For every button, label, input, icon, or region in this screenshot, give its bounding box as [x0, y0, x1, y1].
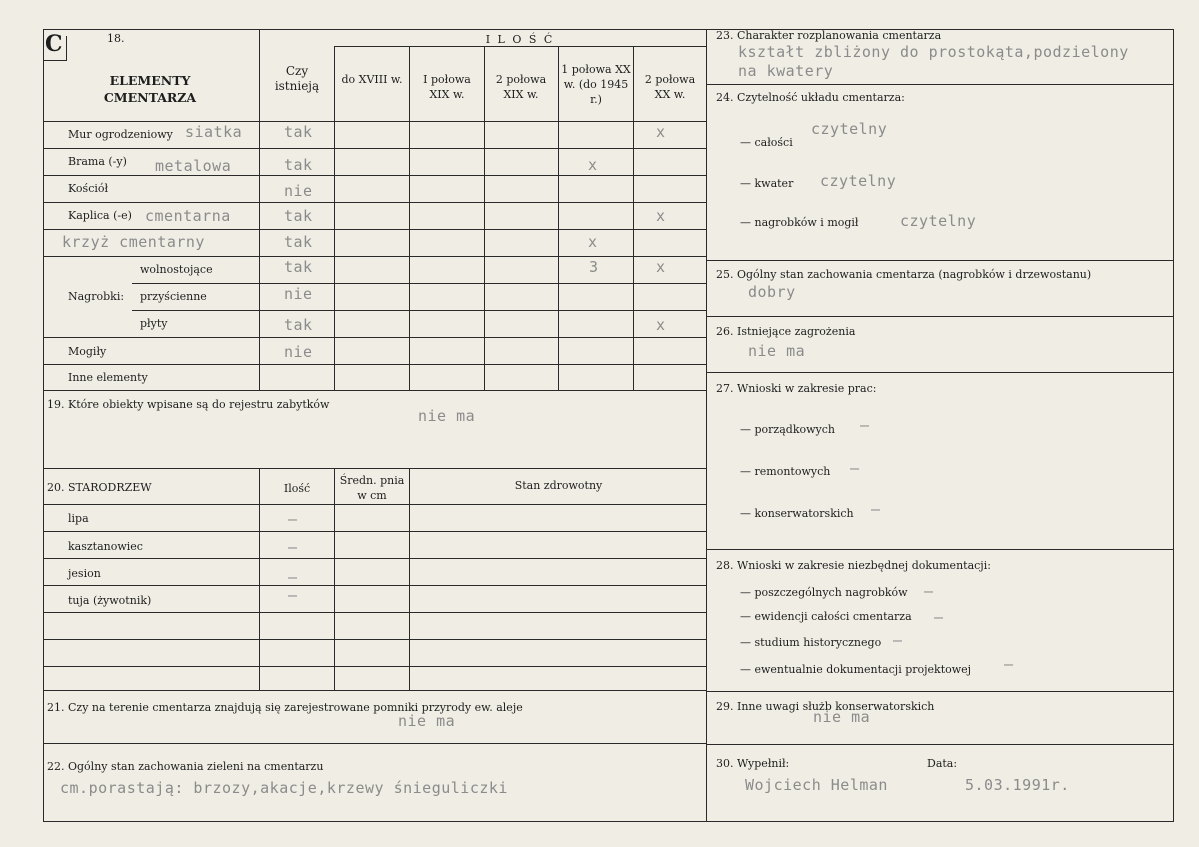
s28-dash: – [924, 582, 934, 600]
s23-value-line2: na kwatery [738, 62, 834, 80]
s28-dash: – [934, 608, 944, 626]
rule [43, 364, 706, 365]
s28-item: — studium historycznego [740, 636, 882, 649]
rule [43, 60, 67, 61]
wall-label: Mur ogrodzeniowy [68, 128, 173, 141]
period-header: do XVIII w. [341, 73, 403, 86]
period-header: 1 połowa XX w. (do 1945 r.) [561, 63, 631, 106]
rule [43, 390, 706, 391]
s28-item: — ewidencji całości cmentarza [740, 610, 912, 623]
s27-repair-label: — remontowych [740, 465, 831, 478]
s27-label: 27. Wnioski w zakresie prac: [716, 382, 877, 395]
s30-date: 5.03.1991r. [965, 776, 1070, 794]
rule [706, 316, 1173, 317]
rule [43, 558, 706, 559]
exists-header: Czy istnieją [274, 64, 320, 93]
s22-value: cm.porastają: brzozy,akacje,krzewy śnieguliczki [60, 779, 508, 797]
s20-label: 20. STARODRZEW [47, 481, 152, 494]
slab-exists: tak [284, 316, 313, 334]
tree-qty: – [288, 538, 298, 556]
chapel-mark: x [656, 207, 666, 225]
cross-exists: tak [284, 233, 313, 251]
rule [1173, 29, 1174, 822]
rule [633, 46, 634, 390]
rule [706, 549, 1173, 550]
section-18-number: 18. [107, 32, 125, 45]
rule [66, 36, 67, 60]
gate-value: metalowa [155, 157, 232, 175]
s24-label: 24. Czytelność układu cmentarza: [716, 91, 905, 104]
rule [43, 821, 1173, 822]
period-header: 2 połowa XIX w. [495, 73, 547, 101]
s22-label: 22. Ogólny stan zachowania zieleni na cmentarzu [47, 760, 324, 773]
s27-order-dash: – [860, 416, 870, 434]
gate-label: Brama (-y) [68, 155, 127, 168]
tomb-group-label: Nagrobki: [68, 290, 125, 303]
graves-exists: nie [284, 343, 313, 361]
rule [43, 504, 706, 505]
s30-label: 30. Wypełnił: [716, 757, 790, 770]
rule [43, 585, 706, 586]
s30-date-label: Data: [927, 757, 958, 770]
tree-name: tuja (żywotnik) [68, 594, 152, 607]
wall-tomb-exists: nie [284, 285, 313, 303]
quantity-header: I L O Ś Ć [485, 33, 555, 46]
rule [43, 666, 706, 667]
s27-conserv-label: — konserwatorskich [740, 507, 854, 520]
s30-name: Wojciech Helman [745, 776, 888, 794]
rule [43, 175, 706, 176]
elements-header: ELEMENTY CMENTARZA [103, 73, 197, 105]
s28-dash: – [1004, 655, 1014, 673]
s25-label: 25. Ogólny stan zachowania cmentarza (nagrobków i drzewostanu) [716, 268, 1092, 281]
gate-mark: x [588, 156, 598, 174]
s20-diam-header: Średn. pnia w cm [339, 474, 405, 502]
rule [43, 612, 706, 613]
free-tomb-exists: tak [284, 258, 313, 276]
s24-quarters-value: czytelny [820, 172, 897, 190]
wall-tomb-label: przyścienne [140, 290, 207, 303]
s27-conserv-dash: – [871, 500, 881, 518]
s24-quarters-label: — kwater [740, 177, 794, 190]
rule [43, 468, 706, 469]
s28-dash: – [893, 631, 903, 649]
rule [706, 84, 1173, 85]
rule [43, 256, 706, 257]
s26-label: 26. Istniejące zagrożenia [716, 325, 856, 338]
wall-mark: x [656, 123, 666, 141]
rule [259, 29, 260, 390]
s28-label: 28. Wnioski w zakresie niezbędnej dokumentacji: [716, 559, 991, 572]
cross-mark: x [588, 233, 598, 251]
free-tomb-label: wolnostojące [140, 263, 213, 276]
s27-order-label: — porządkowych [740, 423, 835, 436]
graves-label: Mogiły [68, 345, 107, 358]
s24-tombs-label: — nagrobków i mogił [740, 216, 859, 229]
rule [706, 372, 1173, 373]
rule [43, 121, 706, 122]
tree-qty: – [288, 586, 298, 604]
s23-value-line1: kształt zbliżony do prostokąta,podzielony [738, 43, 1129, 61]
rule [706, 744, 1173, 745]
rule [334, 46, 335, 390]
slab-label: płyty [140, 317, 168, 330]
s19-value: nie ma [418, 407, 476, 425]
church-label: Kościół [68, 182, 109, 195]
s29-value: nie ma [813, 708, 871, 726]
free-tomb-count: 3 [589, 258, 599, 276]
chapel-label: Kaplica (-e) [68, 209, 132, 222]
rule [43, 690, 706, 691]
rule [43, 148, 706, 149]
s24-whole-label: — całości [740, 136, 793, 149]
s20-health-header: Stan zdrowotny [514, 479, 603, 492]
rule [706, 691, 1173, 692]
s19-label: 19. Które obiekty wpisane są do rejestru zabytków [47, 398, 330, 411]
s24-whole-value: czytelny [811, 120, 888, 138]
tree-name: kasztanowiec [68, 540, 143, 553]
s23-label: 23. Charakter rozplanowania cmentarza [716, 29, 942, 42]
chapel-value: cmentarna [145, 207, 231, 225]
rule [409, 46, 410, 390]
rule [43, 337, 706, 338]
rule [43, 29, 1173, 30]
rule [43, 531, 706, 532]
rule [706, 260, 1173, 261]
s20-qty-header: Ilość [283, 482, 311, 495]
tree-qty: – [288, 510, 298, 528]
rule [259, 468, 260, 690]
s28-item: — poszczególnych nagrobków [740, 586, 908, 599]
s26-value: nie ma [748, 342, 806, 360]
gate-exists: tak [284, 156, 313, 174]
tree-qty: – [288, 568, 298, 586]
rule [43, 229, 706, 230]
period-header: 2 połowa XX w. [644, 73, 696, 101]
s24-tombs-value: czytelny [900, 212, 977, 230]
s21-label: 21. Czy na terenie cmentarza znajdują się zarejestrowane pomniki przyrody ew. aleje [47, 701, 523, 714]
rule [43, 639, 706, 640]
s29-label: 29. Inne uwagi służb konserwatorskich [716, 700, 935, 713]
free-tomb-mark: x [656, 258, 666, 276]
rule [43, 743, 706, 744]
wall-exists: tak [284, 123, 313, 141]
slab-mark: x [656, 316, 666, 334]
s28-item: — ewentualnie dokumentacji projektowej [740, 663, 972, 676]
s21-value: nie ma [398, 712, 456, 730]
rule [706, 29, 707, 822]
rule [43, 202, 706, 203]
rule [484, 46, 485, 390]
tree-name: lipa [68, 512, 89, 525]
s25-value: dobry [748, 283, 796, 301]
cross-value: krzyż cmentarny [62, 233, 205, 251]
chapel-exists: tak [284, 207, 313, 225]
period-header: I połowa XIX w. [423, 73, 471, 101]
church-exists: nie [284, 182, 313, 200]
other-elements-label: Inne elementy [68, 371, 148, 384]
rule [132, 283, 706, 284]
rule [409, 468, 410, 690]
rule [132, 310, 706, 311]
form-code: C [45, 31, 63, 57]
wall-value: siatka [185, 123, 243, 141]
tree-name: jesion [68, 567, 101, 580]
s27-repair-dash: – [850, 459, 860, 477]
